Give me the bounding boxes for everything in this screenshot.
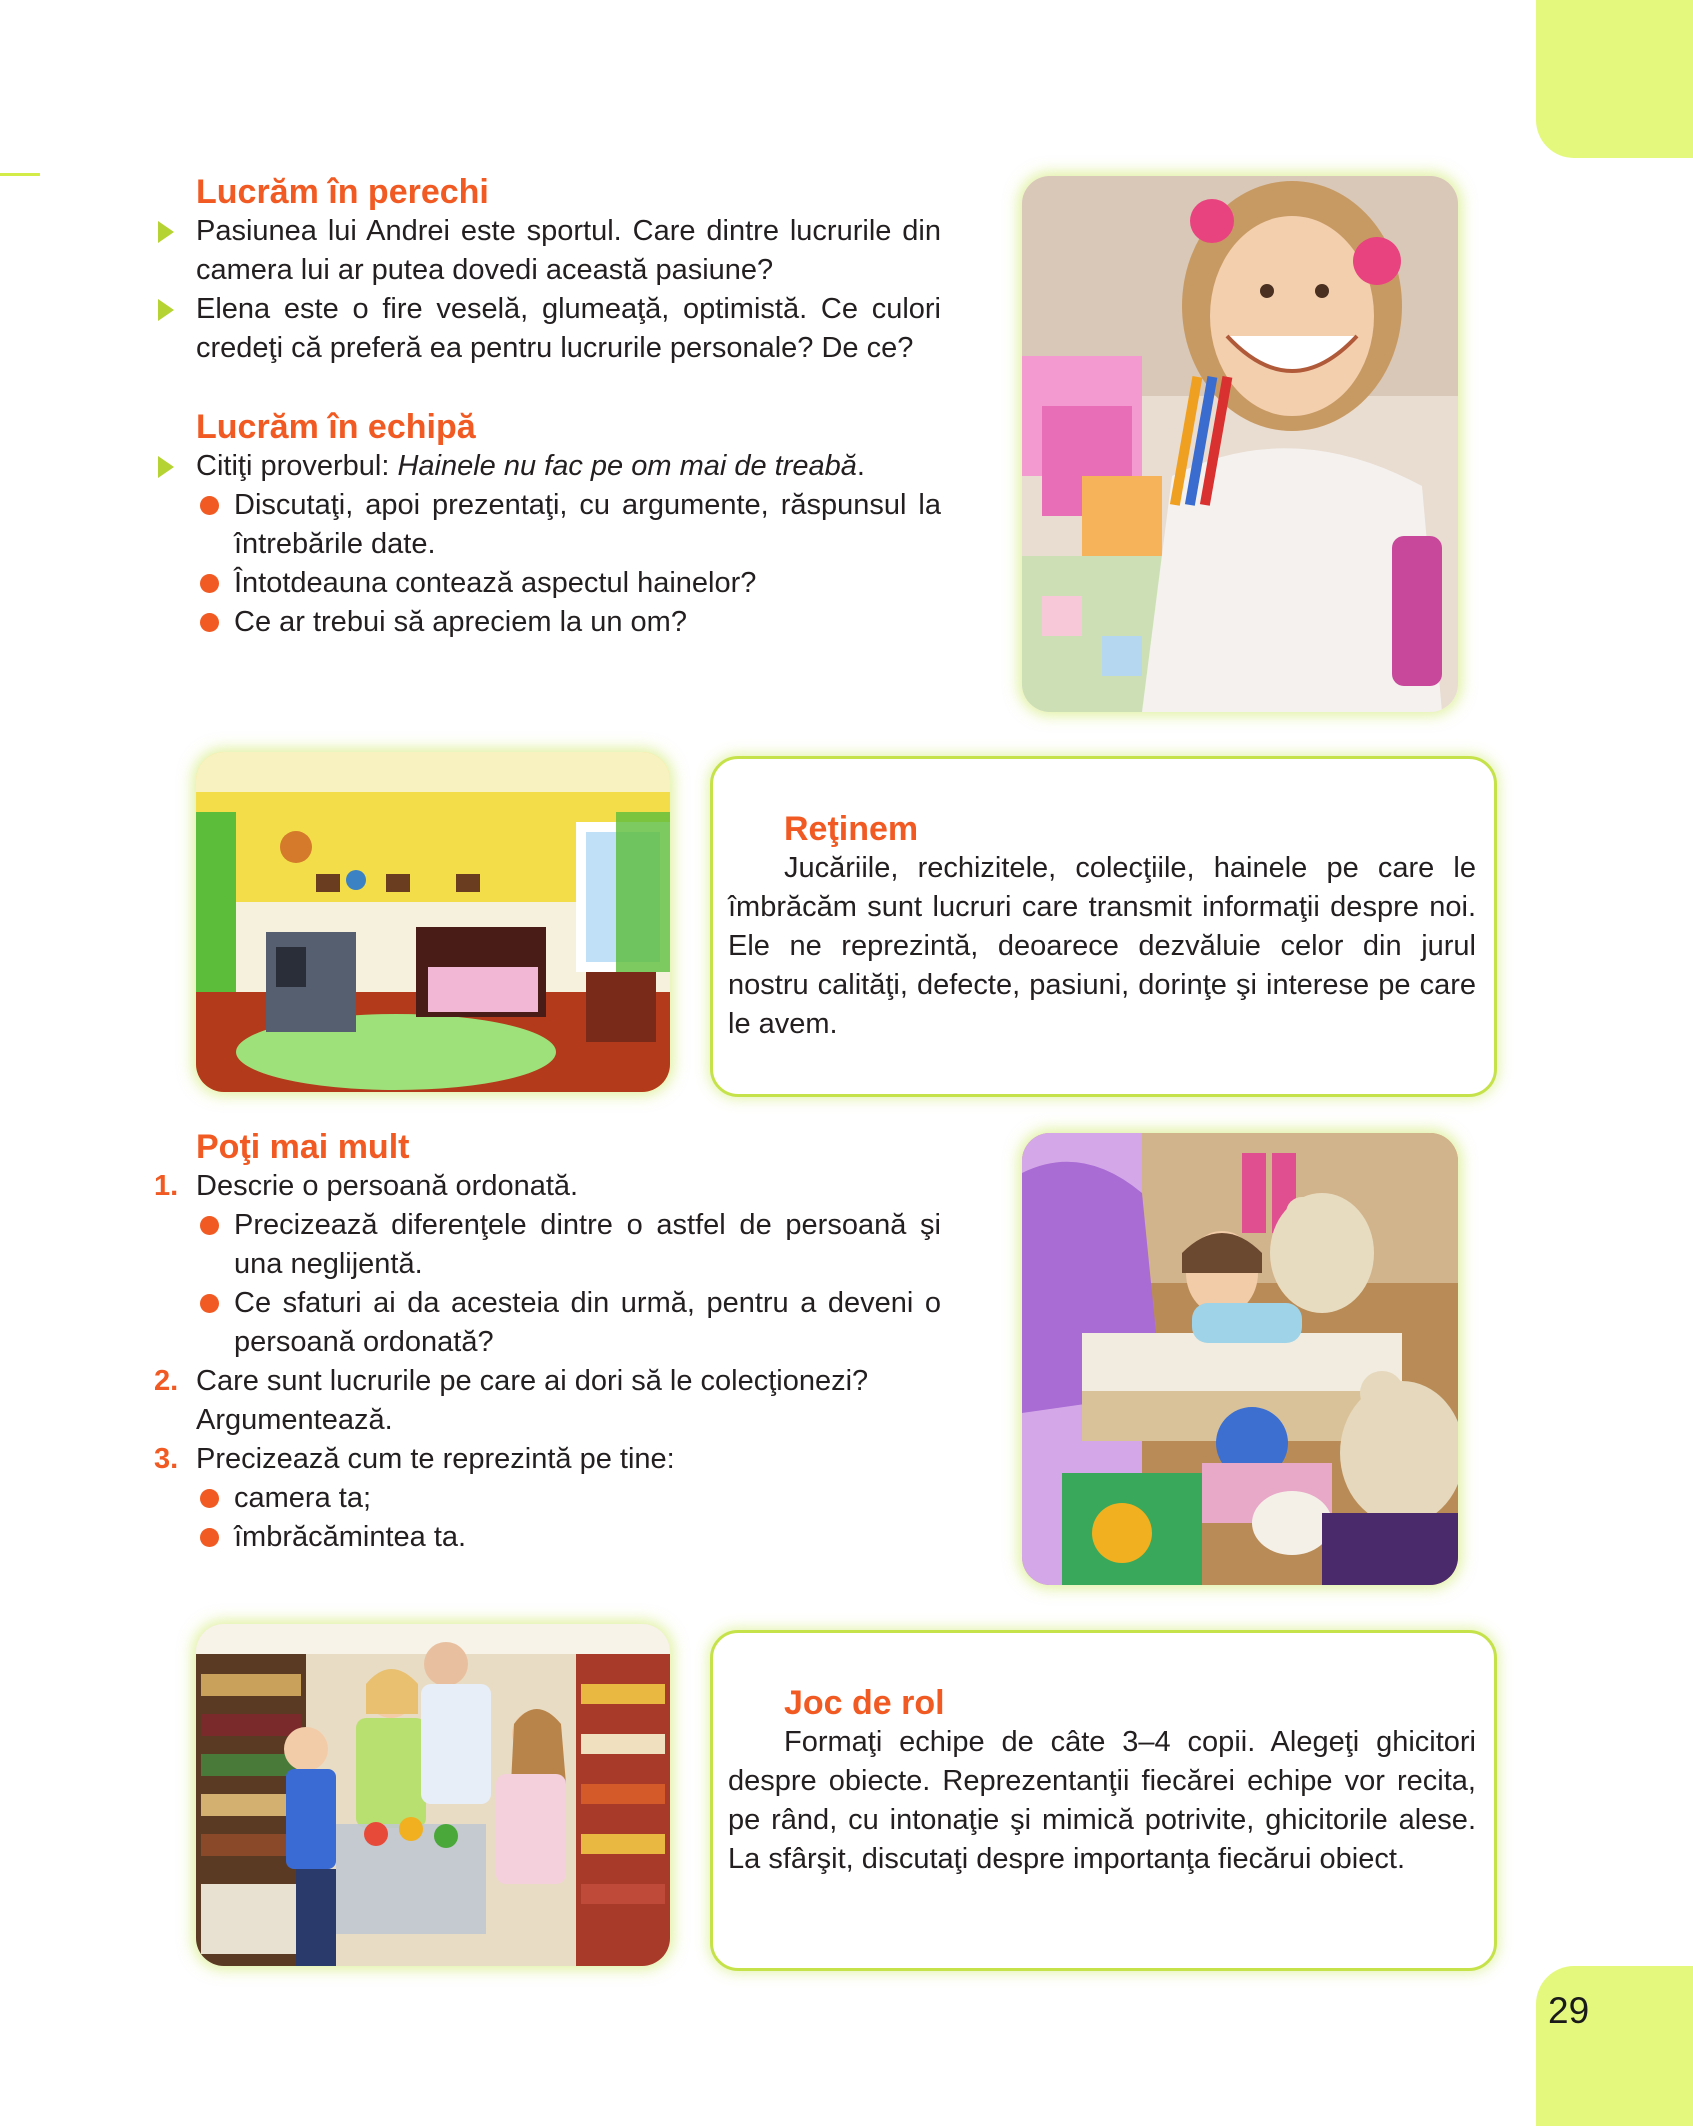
bullet-icon <box>200 1216 219 1235</box>
echipa-bullet-1: Discutaţi, apoi prezentaţi, cu argumente, răspunsul la întrebările date. <box>196 486 941 564</box>
bullet-icon <box>200 613 219 632</box>
bullet-icon <box>200 1528 219 1547</box>
arrow-icon <box>158 221 174 243</box>
box-retinem <box>710 756 1497 1097</box>
section-poti <box>154 1127 941 1557</box>
heading-poti: Poţi mai mult <box>196 1128 410 1166</box>
arrow-icon <box>158 456 174 478</box>
heading-joc: Joc de rol <box>784 1684 945 1722</box>
heading-echipa: Lucrăm în echipă <box>196 408 476 446</box>
echipa-bullet-3: Ce ar trebui să apreciem la un om? <box>196 603 941 642</box>
corner-tab-top <box>1536 0 1693 158</box>
poti-item-1: 1. Descrie o persoană ordonată. <box>154 1170 579 1202</box>
heading-perechi: Lucrăm în perechi <box>196 173 489 211</box>
bullet-icon <box>200 1489 219 1508</box>
page-number: 29 <box>1548 1990 1590 2031</box>
bullet-icon <box>200 496 219 515</box>
photo-messy-room <box>1022 1133 1458 1585</box>
photo-bedroom <box>196 752 670 1092</box>
heading-retinem: Reţinem <box>784 810 919 848</box>
echipa-intro: Citiţi proverbul: Hainele nu fac pe om mai de treabă. <box>196 447 941 486</box>
perechi-item-2: Elena este o fire veselă, glumeaţă, optimistă. Ce culori credeţi că preferă ea pentru lucrurile personale? De ce? <box>196 290 941 368</box>
photo-supermarket <box>196 1624 670 1966</box>
proverb-text: Hainele nu fac pe om mai de treabă <box>397 450 857 482</box>
photo-girl-pencils <box>1022 176 1458 712</box>
section-perechi <box>196 172 941 642</box>
bullet-icon <box>200 574 219 593</box>
arrow-icon <box>158 299 174 321</box>
poti-bullet-4: îmbrăcămintea ta. <box>196 1518 941 1557</box>
poti-bullet-1: Precizează diferenţele dintre o astfel de persoană şi una neglijentă. <box>196 1206 941 1284</box>
echipa-bullet-2: Întotdeauna contează aspectul hainelor? <box>196 564 941 603</box>
margin-marker <box>0 173 40 176</box>
bullet-icon <box>200 1294 219 1313</box>
poti-item-2: 2. Care sunt lucrurile pe care ai dori să le colecţionezi? Argumentează. <box>154 1365 869 1436</box>
box-joc-de-rol <box>710 1630 1497 1971</box>
joc-text: Formaţi echipe de câte 3–4 copii. Alegeţi ghicitori despre obiecte. Reprezentanţii fiecărei echipe vor recita, pe rând, cu intonaţie şi mimică potrivite, ghicitorile alese. La sfârşit, discutaţi despre importanţa fiecărui obiect. <box>728 1726 1476 1875</box>
poti-bullet-3: camera ta; <box>196 1479 941 1518</box>
poti-bullet-2: Ce sfaturi ai da acesteia din urmă, pentru a deveni o persoană ordonată? <box>196 1284 941 1362</box>
poti-item-3: 3. Precizează cum te reprezintă pe tine: <box>154 1443 675 1475</box>
retinem-text: Jucăriile, rechizitele, colecţiile, hainele pe care le îmbrăcăm sunt lucruri care transmit informaţii despre noi. Ele ne reprezintă, deoarece dezvăluie celor din jurul nostru calităţi, defecte, pasiuni, dorinţe şi interese pe care le avem. <box>728 852 1476 1040</box>
perechi-item-1: Pasiunea lui Andrei este sportul. Care dintre lucrurile din camera lui ar putea dovedi această pasiune? <box>196 212 941 290</box>
